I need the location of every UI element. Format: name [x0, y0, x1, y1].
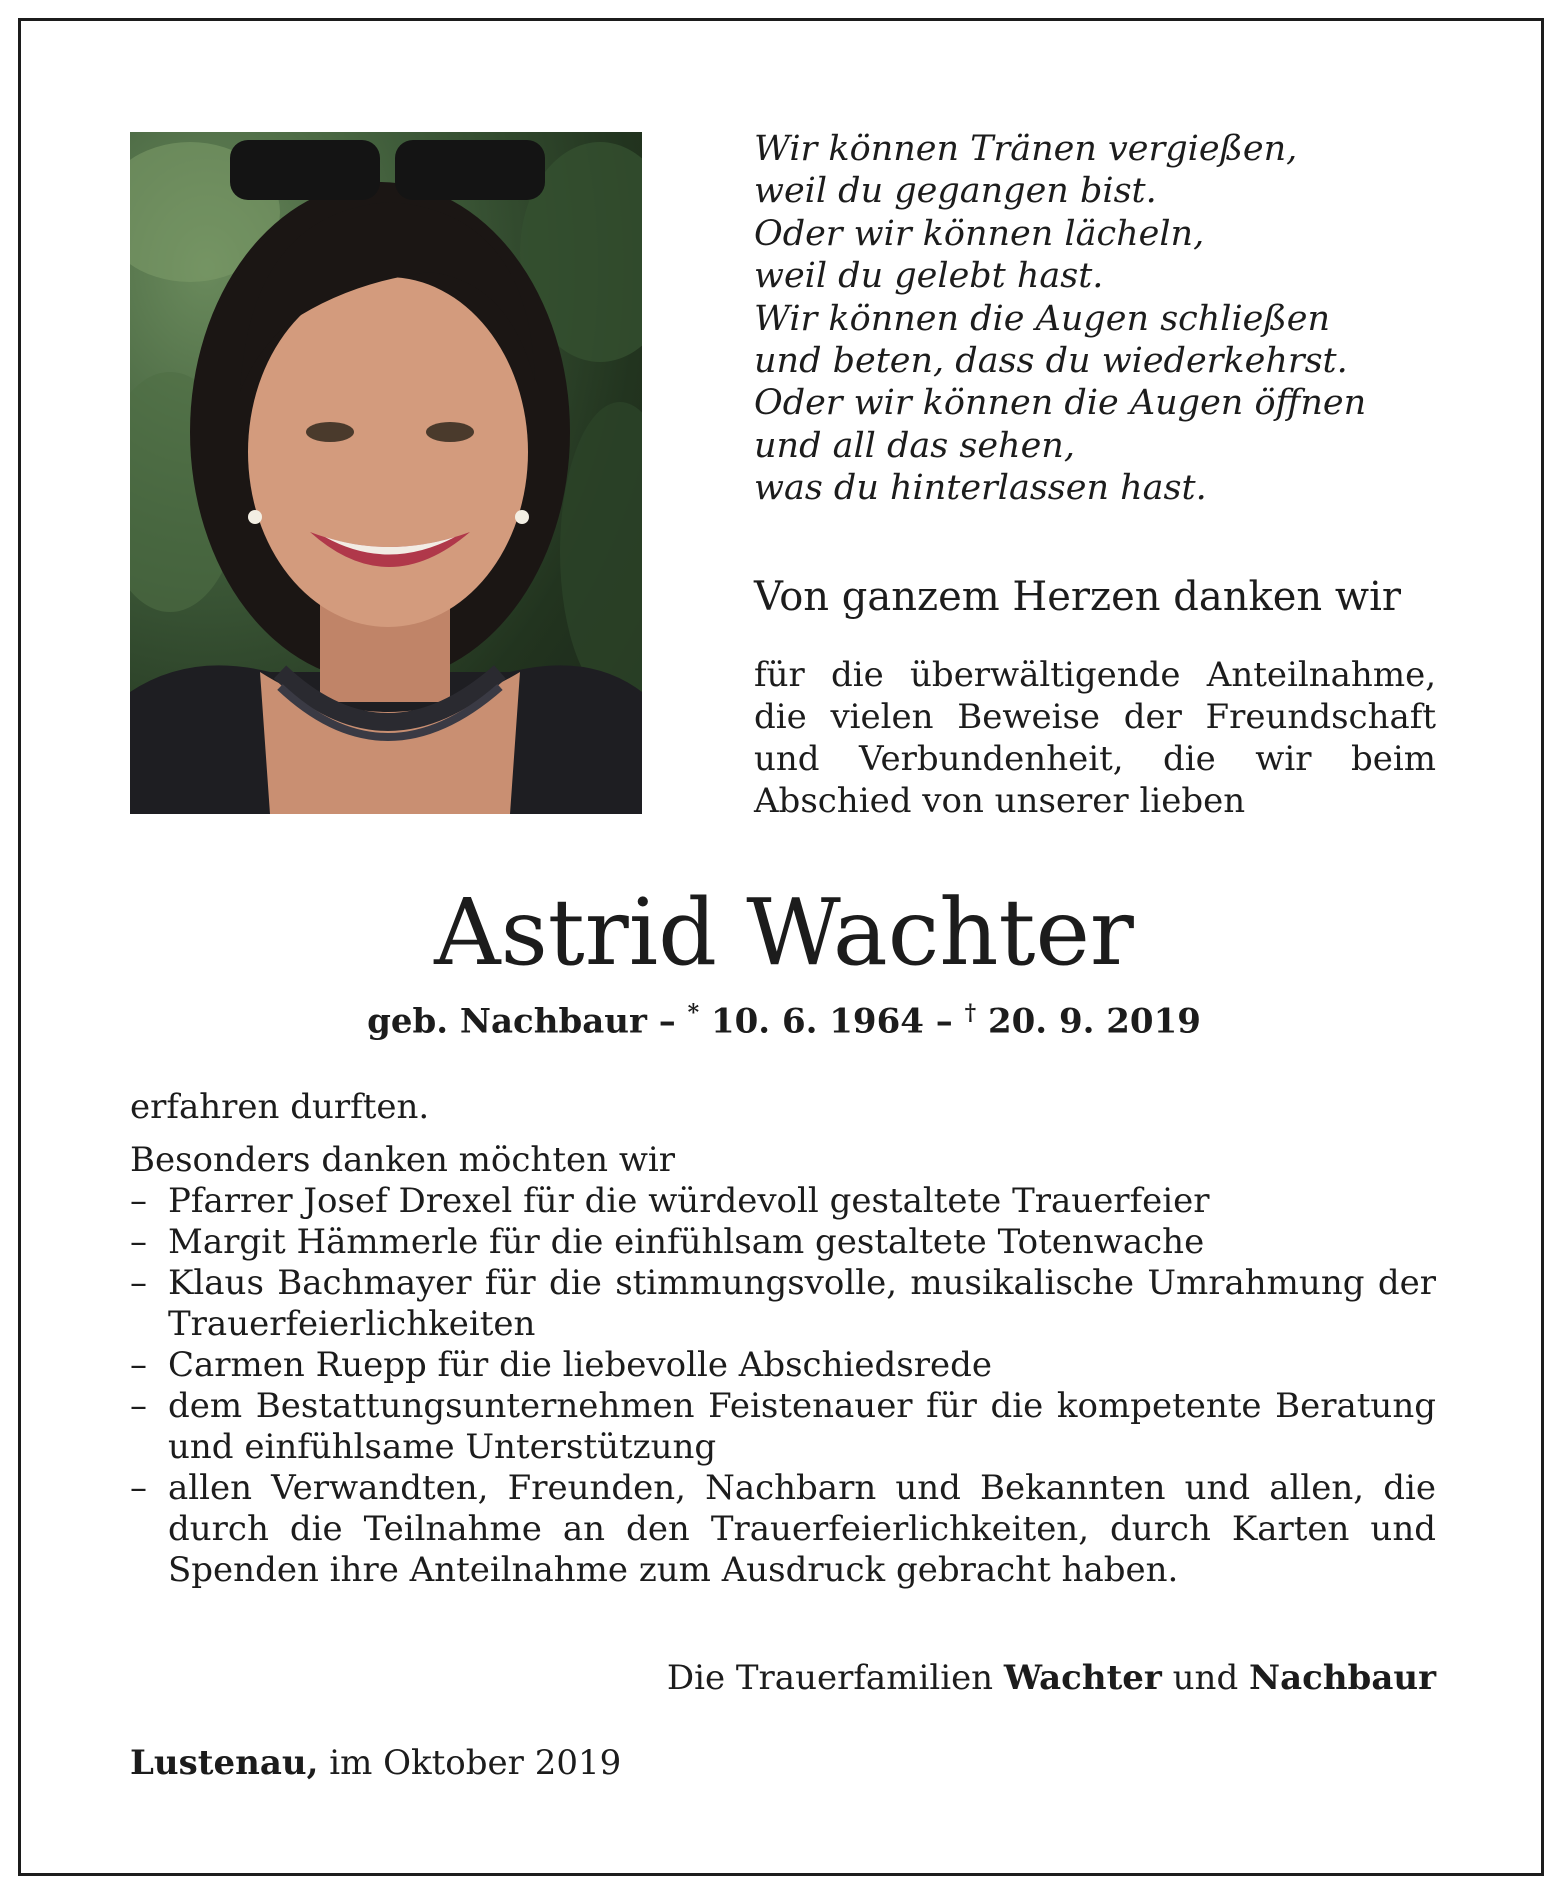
poem-line: Oder wir können die Augen öffnen: [754, 383, 1367, 424]
thanks-heading: Von ganzem Herzen danken wir: [754, 574, 1402, 620]
poem-line: was du hinterlassen hast.: [754, 468, 1207, 509]
poem-line: Oder wir können lächeln,: [754, 213, 1205, 254]
poem-line: Wir können Tränen vergießen,: [754, 129, 1298, 169]
signature-line: [667, 1658, 1436, 1698]
list-item: – allen Verwandten, Freunden, Nachbarn und Bekannten und allen, die durch die Teilnahme an den Trauerfeierlichkeiten, durch Karten und Spenden ihre Anteilnahme zum Ausdruck gebracht haben.: [130, 1468, 1436, 1591]
signature-connector: und: [1172, 1658, 1239, 1698]
town: Lustenau,: [130, 1743, 319, 1783]
thanks-line: und Verbundenheit, die wir beim: [754, 739, 1436, 779]
signature-prefix: Die Trauerfamilien: [666, 1658, 994, 1698]
family-name-1: Wachter: [1003, 1658, 1162, 1698]
poem-line: und beten, dass du wiederkehrst.: [754, 341, 1348, 382]
thanks-line: Abschied von unserer lieben: [754, 781, 1246, 821]
born-symbol: *: [687, 1000, 700, 1026]
poem-line: Wir können die Augen schließen: [754, 298, 1331, 339]
birth-death-line: geb. Nachbaur – * 10. 6. 1964 – † 20. 9. 2019: [367, 1000, 1201, 1042]
date: im Oktober 2019: [329, 1743, 622, 1783]
deceased-name: Astrid Wachter: [434, 879, 1134, 986]
list-item: – Klaus Bachmayer für die stimmungsvolle, musikalische Umrahmung der Trauerfeierlichkeiten: [130, 1263, 1436, 1345]
lead-line: Besonders danken möchten wir: [130, 1140, 676, 1180]
death-date: 20. 9. 2019: [987, 1001, 1201, 1042]
thanks-line: für die überwältigende Anteilnahme,: [754, 655, 1436, 695]
acknowledgement-text: [130, 1087, 1436, 1591]
list-item: – Pfarrer Josef Drexel für die würdevoll gestaltete Trauerfeier: [130, 1181, 1436, 1222]
portrait-photo: [130, 132, 642, 814]
birth-date: 10. 6. 1964: [710, 1001, 924, 1042]
thanks-text: [754, 654, 1436, 822]
died-symbol: †: [964, 1000, 977, 1026]
list-item: – Margit Hämmerle für die einfühlsam gestaltete Totenwache: [130, 1222, 1436, 1263]
list-item: – dem Bestattungsunternehmen Feistenauer für die kompetente Beratung und einfühlsame Unterstützung: [130, 1386, 1436, 1468]
list-item: – Carmen Ruepp für die liebevolle Abschiedsrede: [130, 1345, 1436, 1386]
family-name-2: Nachbaur: [1249, 1658, 1436, 1698]
thanks-list: [130, 1181, 1436, 1591]
poem: [754, 128, 1366, 510]
poem-line: weil du gegangen bist.: [754, 171, 1157, 212]
intro-line: erfahren durften.: [130, 1087, 430, 1127]
place-date-line: [130, 1743, 621, 1783]
poem-line: weil du gelebt hast.: [754, 256, 1104, 297]
thanks-line: die vielen Beweise der Freundschaft: [754, 697, 1436, 737]
poem-line: und all das sehen,: [754, 425, 1075, 466]
maiden-name: geb. Nachbaur: [367, 1001, 647, 1042]
